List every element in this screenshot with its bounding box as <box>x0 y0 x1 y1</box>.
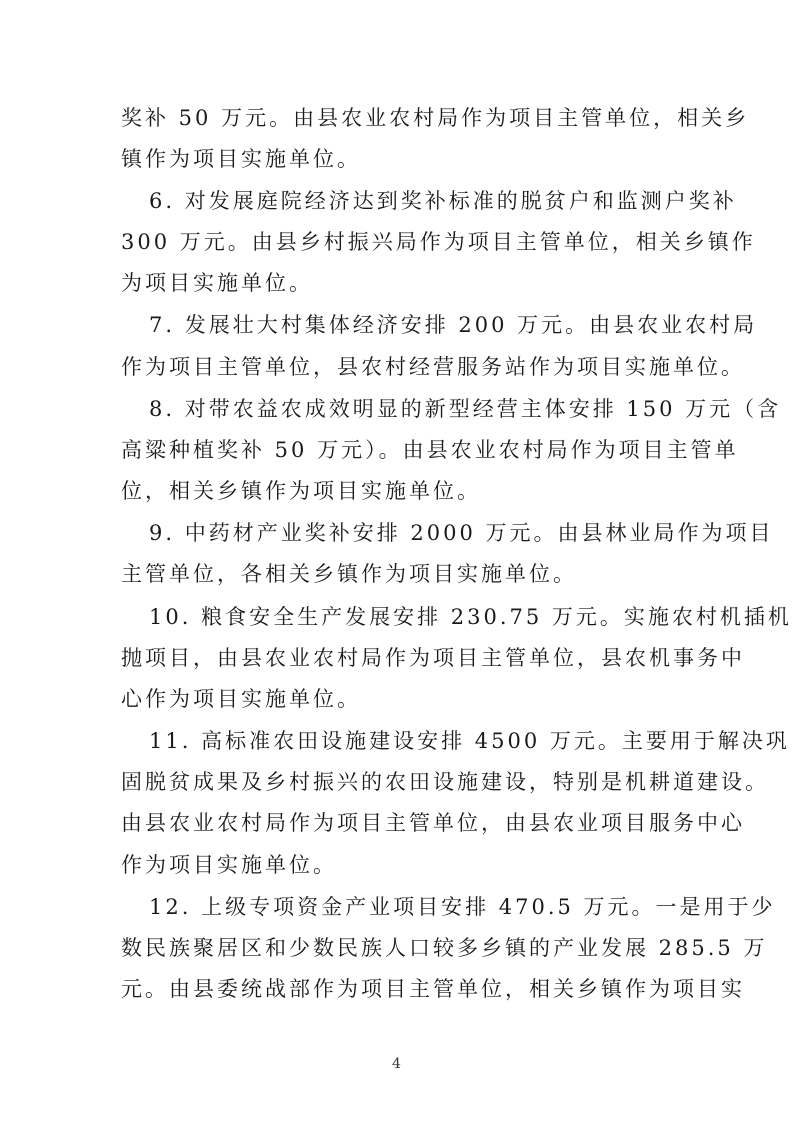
text-line: 8. 对带农益农成效明显的新型经营主体安排 150 万元（含 <box>149 397 782 421</box>
text-line: 固脱贫成果及乡村振兴的农田设施建设，特别是机耕道建设。 <box>121 770 769 794</box>
text-line: 12. 上级专项资金产业项目安排 470.5 万元。一是用于少 <box>149 895 776 919</box>
text-line: 奖补 50 万元。由县农业农村局作为项目主管单位，相关乡 <box>121 106 750 130</box>
text-line: 由县农业农村局作为项目主管单位，由县农业项目服务中心 <box>121 811 745 835</box>
text-line: 10. 粮食安全生产发展安排 230.75 万元。实施农村机插机 <box>149 605 792 629</box>
page-number: 4 <box>392 1056 401 1072</box>
text-line: 作为项目实施单位。 <box>121 853 337 877</box>
text-line: 作为项目主管单位，县农村经营服务站作为项目实施单位。 <box>121 355 745 379</box>
text-line: 300 万元。由县乡村振兴局作为项目主管单位，相关乡镇作 <box>121 230 756 254</box>
text-line: 位，相关乡镇作为项目实施单位。 <box>121 479 481 503</box>
text-line: 7. 发展壮大村集体经济安排 200 万元。由县农业农村局 <box>149 313 758 337</box>
text-line: 心作为项目实施单位。 <box>121 687 361 711</box>
text-line: 元。由县委统战部作为项目主管单位，相关乡镇作为项目实 <box>121 977 745 1001</box>
text-line: 6. 对发展庭院经济达到奖补标准的脱贫户和监测户奖补 <box>149 189 737 213</box>
text-line: 主管单位，各相关乡镇作为项目实施单位。 <box>121 562 577 586</box>
text-line: 镇作为项目实施单位。 <box>121 147 361 171</box>
text-line: 数民族聚居区和少数民族人口较多乡镇的产业发展 285.5 万 <box>121 936 768 960</box>
text-line: 为项目实施单位。 <box>121 271 313 295</box>
text-line: 11. 高标准农田设施建设安排 4500 万元。主要用于解决巩 <box>149 729 790 753</box>
text-line: 抛项目，由县农业农村局作为项目主管单位，县农机事务中 <box>121 646 745 670</box>
text-line: 9. 中药材产业奖补安排 2000 万元。由县林业局作为项目 <box>149 521 774 545</box>
text-line: 高粱种植奖补 50 万元）。由县农业农村局作为项目主管单 <box>121 438 739 462</box>
